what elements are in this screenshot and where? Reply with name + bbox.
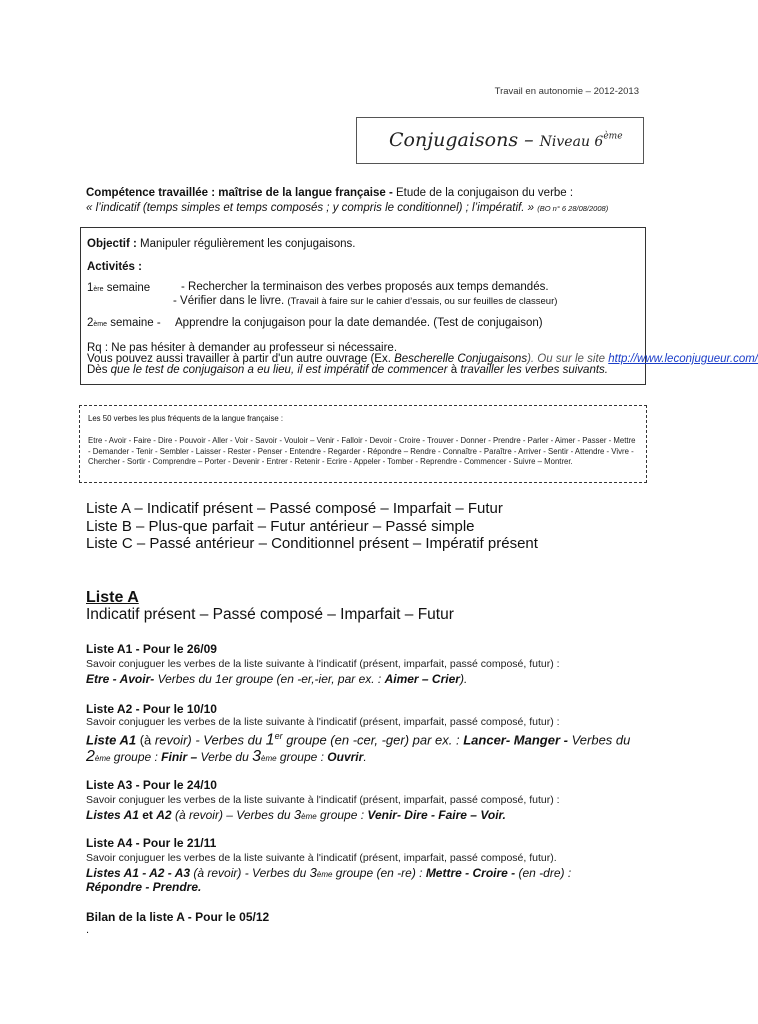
page-title (389, 129, 623, 151)
a2-v5: er (274, 731, 283, 741)
rq-line-3 (87, 364, 608, 376)
objectif-text: Manipuler régulièrement les conjugaisons. (140, 238, 356, 250)
week1-task-b (173, 295, 557, 307)
week2-text: semaine - (110, 317, 161, 329)
a4-v4: ème (316, 870, 333, 879)
a2-v1: Liste A1 (86, 732, 137, 748)
rq3-d: travailler les verbes suivants. (460, 364, 608, 376)
rq3-a: Dès (87, 364, 111, 376)
a3-v8: Venir- Dire - Faire – Voir. (367, 808, 506, 822)
a4-heading: Liste A4 - Pour le 21/11 (86, 836, 217, 850)
site-link[interactable]: http://www.leconjugueur.com/ (608, 353, 758, 365)
competence-quote: « l’indicatif (temps simples et temps composés ; y compris le conditionnel) ; l’impératif. » (86, 202, 535, 214)
a1-verbs (86, 672, 467, 686)
a2-verbs-1 (86, 731, 642, 749)
a3-heading: Liste A3 - Pour le 24/10 (86, 778, 217, 792)
week2-task: Apprendre la conjugaison pour la date demandée. (Test de conjugaison) (175, 317, 543, 329)
week1-task-b-note: (Travail à faire sur le cahier d’essais, ou sur feuilles de classeur) (287, 296, 558, 307)
header-year-note: Travail en autonomie – 2012-2013 (494, 86, 639, 97)
a4-v6: Mettre - Croire - (425, 866, 516, 880)
week1-text: semaine (106, 282, 151, 294)
objectif-label: Objectif : (87, 238, 137, 250)
activites-label: Activités : (87, 261, 142, 273)
week1-task-a: - Rechercher la terminaison des verbes proposés aux temps demandés. (181, 281, 549, 293)
a2-v8: Verbes du (567, 732, 631, 748)
a3-v6: ème (301, 812, 317, 821)
a3-v4: (à revoir) – Verbes du (171, 808, 294, 822)
title-niveau: Niveau 6 (539, 134, 604, 150)
a2-v3: revoir) - Verbes du (154, 732, 266, 748)
a1-v4: ). (459, 672, 468, 686)
rq2-a: Vous pouvez aussi travailler à partir d'un autre ouvrage (Ex. (87, 353, 395, 365)
a1-desc: Savoir conjuguer les verbes de la liste suivante à l'indicatif (présent, imparfait, passé composé, futur) : (86, 658, 560, 670)
a3-desc: Savoir conjuguer les verbes de la liste suivante à l'indicatif (présent, imparfait, passé composé, futur) : (86, 794, 560, 806)
a4-v7: (en -dre) : (515, 866, 572, 880)
a4-verbs-2 (86, 880, 201, 894)
title-sup: ème (603, 131, 623, 142)
a4-desc: Savoir conjuguer les verbes de la liste suivante à l'indicatif (présent, imparfait, passé composé, futur). (86, 852, 557, 864)
objectif-box (80, 227, 758, 385)
liste-a-heading: Liste A (86, 589, 139, 606)
a2-v10: ème (94, 754, 111, 763)
week2-sup: ème (93, 321, 108, 328)
a1-v1: Etre - Avoir- (86, 672, 155, 686)
competence-ref: (BO n° 6 28/08/2008) (537, 204, 609, 213)
rq2-c: ). Ou sur le site (527, 353, 609, 365)
a2-v6: groupe (en -cer, -ger) par ex. : (282, 732, 464, 748)
a4-verbs-1 (86, 865, 642, 880)
a3-v1: Listes A1 (86, 808, 139, 822)
a2-v16: groupe : (276, 750, 328, 764)
a2-v4: 1 (265, 731, 275, 749)
a3-v3: A2 (156, 808, 172, 822)
competence-block (86, 186, 646, 216)
a2-v11: groupe : (110, 750, 162, 764)
a2-desc: Savoir conjuguer les verbes de la liste suivante à l'indicatif (présent, imparfait, passé composé, futur) : (86, 716, 560, 728)
rq-line-1: Rq : Ne pas hésiter à demander au professeur si nécessaire. (87, 342, 398, 354)
listes-summary (86, 500, 538, 553)
a2-v14: 3 (252, 748, 262, 765)
a2-v12: Finir – (161, 750, 198, 764)
competence-label: Compétence travaillée : maîtrise de la langue française - (86, 187, 396, 199)
week1-num: 1 (87, 282, 94, 294)
liste-summary-a: Liste A – Indicatif présent – Passé composé – Imparfait – Futur (86, 500, 503, 517)
a2-v9: 2 (86, 748, 95, 765)
title-main: Conjugaisons – (389, 129, 540, 151)
liste-summary-b: Liste B – Plus-que parfait – Futur antérieur – Passé simple (86, 517, 475, 535)
a3-v2: et (138, 808, 157, 822)
a1-heading: Liste A1 - Pour le 26/09 (86, 642, 217, 656)
a2-v18: . (363, 750, 367, 764)
verbes-box (79, 405, 647, 483)
a3-verbs (86, 807, 506, 822)
objectif-line (87, 238, 355, 250)
week1-label (87, 282, 150, 294)
week2-num: 2 (87, 317, 94, 329)
bilan-heading: Bilan de la liste A - Pour le 05/12 (86, 910, 270, 924)
a2-heading: Liste A2 - Pour le 10/10 (86, 702, 217, 716)
a4-v5: groupe (en -re) : (332, 866, 426, 880)
a2-v2: (à (136, 732, 155, 748)
a4-v1: Listes A1 - A2 - A3 (86, 866, 191, 880)
rq2-book: Bescherelle Conjugaisons (394, 353, 528, 365)
a1-v3: Aimer – Crier (384, 672, 460, 686)
title-box (356, 117, 644, 164)
a4-v8: Répondre - Prendre. (86, 880, 202, 894)
a4-v2: (à revoir) - Verbes du (190, 866, 310, 880)
verbes-title: Les 50 verbes les plus fréquents de la langue française : (88, 414, 284, 423)
rq3-c: à (447, 364, 461, 376)
week1-task-b-text: - Vérifier dans le livre. (173, 295, 285, 307)
a2-v7: Lancer- Manger - (463, 732, 568, 748)
rq3-b: que le test de conjugaison a eu lieu, il est impératif de commencer (110, 364, 448, 376)
a3-v5: 3 (293, 807, 302, 822)
verbes-list: Etre - Avoir - Faire - Dire - Pouvoir - Aller - Voir - Savoir - Vouloir – Venir - Falloir - Devoir - Croire - Trouver - Donner - Prendre - Parler - Aimer - Passer - Mettre - Demander - Tenir - Sembler - Laisser - Rester - Penser - Entendre - Regarder - Répondre – Rendre - Connaître - Paraître - Arriver - Sentir - Attendre - Vivre - Chercher - Sortir - Comprendre – Porter - Devenir - Entrer - Retenir - Ecrire - Appeler - Tomber - Reprendre - Commencer - Suivre – Montrer. (88, 436, 636, 466)
liste-summary-c: Liste C – Passé antérieur – Conditionnel présent – Impératif présent (86, 535, 538, 552)
a3-v7: groupe : (316, 808, 368, 822)
a1-v2: Verbes du 1er groupe (en -er,-ier, par ex. : (154, 672, 385, 686)
a4-v3: 3 (309, 865, 317, 880)
week1-sup: ère (93, 286, 104, 293)
bilan-dot: . (86, 924, 90, 936)
liste-a-subtitle: Indicatif présent – Passé composé – Imparfait – Futur (86, 606, 454, 623)
a2-v15: ème (261, 754, 277, 763)
week2-label (87, 317, 161, 329)
competence-desc: Etude de la conjugaison du verbe : (395, 187, 574, 199)
a2-v13: Verbe du (197, 750, 253, 764)
a2-v17: Ouvrir (327, 750, 364, 764)
a2-verbs-2 (86, 748, 367, 766)
